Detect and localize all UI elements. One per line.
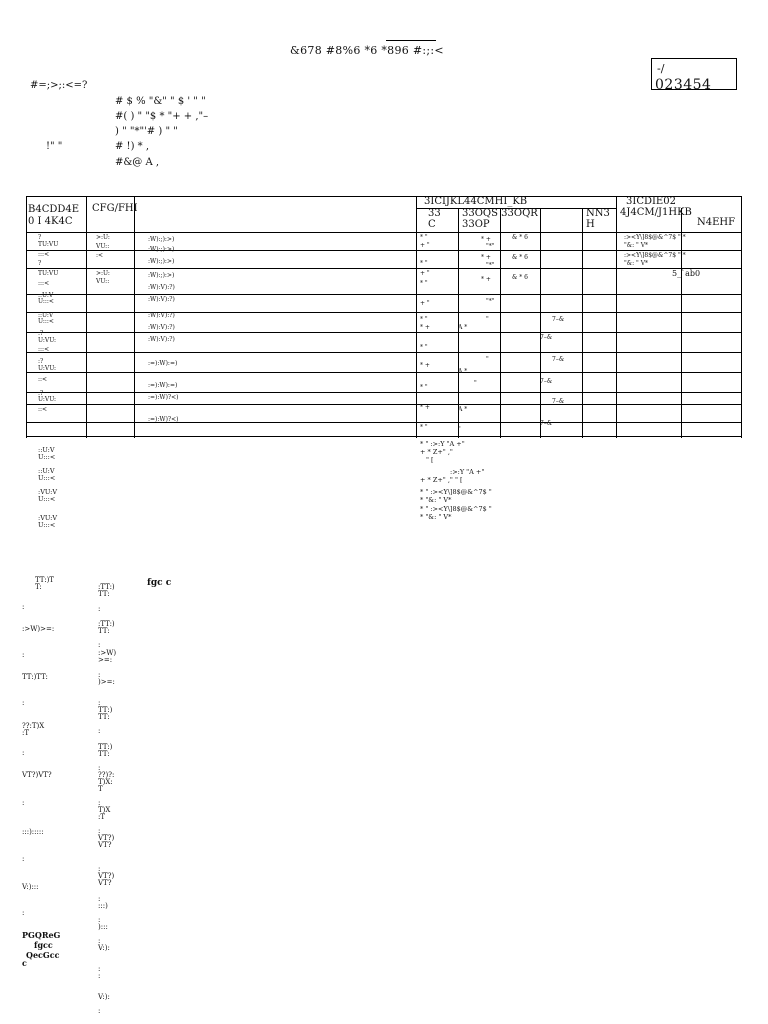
cell-l6-a: :? <box>38 390 44 397</box>
bl-1: : <box>22 603 25 611</box>
cell-r1-c: >:U: <box>96 234 110 241</box>
cell-r3-f: * + <box>481 254 491 261</box>
cell-r2-e: + " <box>420 242 430 249</box>
cell-r2-h: "&: " V* <box>624 242 649 249</box>
bl-5: : <box>22 699 25 707</box>
bl-6: ??:T)X <box>22 722 45 730</box>
bm-23: :T <box>98 813 106 821</box>
bm-17: : <box>98 764 101 772</box>
cell-r4-c: >:U: <box>96 270 110 277</box>
bottom-heading-a2: T: <box>35 583 42 591</box>
header-line-2: #( ) " "$ * "+ + ,"– <box>115 111 209 122</box>
cell-r3-h: :><Y\]8$@&^7$ " * <box>624 252 686 259</box>
col-header-2: CFG/FHI <box>92 203 138 214</box>
cell-r5-g: & * 6 <box>512 274 528 281</box>
cell-l6-g: 7–& <box>540 420 553 427</box>
cell-l5-f: " <box>474 380 477 387</box>
cell-l3-f: " <box>486 356 489 363</box>
subheader-1c-h: H <box>586 219 595 230</box>
bm-18: ??)?: <box>98 771 115 779</box>
bl-9: VT?)VT? <box>22 771 52 779</box>
subheader-1b: 33OQS 33OQR <box>462 208 538 219</box>
cell-r5-h: 5_`ab0 <box>672 269 701 278</box>
cell-l7-e: * " <box>420 424 428 431</box>
header-line-1: # $ % "&" " $ ' " " <box>115 96 206 107</box>
bl-11: :::)::::: <box>22 828 44 836</box>
below-right-2: + * Z+" ," <box>420 448 453 456</box>
cell-r4-h: "&: " V* <box>624 260 649 267</box>
below-left-2: U:::< <box>38 453 56 461</box>
page-title: &678 #8%6 *6 *896 #:;:< <box>290 44 444 57</box>
below-right-6: * " :><Y\]8$@&^7$ " <box>420 488 492 496</box>
bm-31: :::) <box>98 902 108 910</box>
cell-l4-g: 7–& <box>540 378 553 385</box>
cell-l1-a: ::U:V <box>38 312 54 319</box>
below-left-4: U:::< <box>38 474 56 482</box>
bl-4: TT:)TT: <box>22 673 48 681</box>
cell-l2-b: U:VU: <box>38 337 57 344</box>
cell-l6-b: U:VU: <box>38 396 57 403</box>
cell-r3-g: & * 6 <box>512 254 528 261</box>
cell-l5-g: 7–& <box>552 398 565 405</box>
group-header-2: 3ICDIE02 <box>626 196 676 207</box>
bm-8: >=: <box>98 656 113 664</box>
bm-10: )>=: <box>98 678 115 686</box>
cell-l4-d: :=):W):=) <box>148 360 178 367</box>
cell-r5-e: * " <box>420 280 428 287</box>
cell-r1-d: :W):;):>) <box>148 236 175 243</box>
stamp-number: 023454 <box>655 77 712 93</box>
cell-l3-e: * " <box>420 344 428 351</box>
cell-r1-g: & * 6 <box>512 234 528 241</box>
cell-l3-a: :::< <box>38 346 50 353</box>
cell-l5-d: :=):W):=) <box>148 382 178 389</box>
left-note: !" " <box>46 141 63 152</box>
bm-29: VT? <box>98 879 112 887</box>
bm-5: TT: <box>98 627 110 635</box>
bottom-heading-a: TT:)T <box>35 576 54 584</box>
bl-12: : <box>22 855 25 863</box>
cell-r3-d: :W):;):>) <box>148 258 175 265</box>
bm-21: : <box>98 799 101 807</box>
below-left-7: :VU:V <box>38 514 58 522</box>
bm-19: T)X: <box>98 778 113 786</box>
header-line-3: ) " "*"'# ) " " <box>115 126 178 137</box>
bm-13: TT: <box>98 713 110 721</box>
bm-30: : <box>98 895 101 903</box>
footer-1: PGQReG <box>22 930 61 940</box>
below-right-3: " [ <box>426 456 434 464</box>
cell-l5-a: ::< <box>38 376 48 383</box>
bm-36: : <box>98 965 101 973</box>
below-left-8: U:::< <box>38 521 56 529</box>
cell-r2-c: VU:: <box>96 243 110 250</box>
bm-33: )::: <box>98 923 108 931</box>
cell-r6-f: "*" <box>486 298 495 305</box>
cell-r2-a: :::< <box>38 251 50 258</box>
cell-l6-d: :=):W)?<) <box>148 394 179 401</box>
cell-l7-a: ::< <box>38 406 48 413</box>
cell-l6-e: * + <box>420 404 430 411</box>
cell-l3-g: 7–& <box>552 356 565 363</box>
bm-34: : <box>98 937 101 945</box>
below-right-9: * "&: " V* <box>420 513 452 521</box>
bl-2: :>W)>=: <box>22 625 55 633</box>
bm-1: :TT:) <box>98 583 115 591</box>
bm-37: : <box>98 972 101 980</box>
cell-l6-f: A * <box>458 406 468 413</box>
subheader-1a: 33 <box>428 208 441 219</box>
bm-7: :>W) <box>98 649 117 657</box>
cell-r4-e: + " <box>420 270 430 277</box>
bl-13: V:)::: <box>22 883 39 891</box>
subheader-1a-c: C <box>428 219 436 230</box>
cell-l4-b: U:VU: <box>38 365 57 372</box>
cell-r1-b: TU:VU <box>38 241 59 248</box>
bm-24: : <box>98 827 101 835</box>
cell-r1-a: ? <box>38 234 42 241</box>
cell-r3-c: :< <box>96 252 104 259</box>
stamp-top: -/ <box>657 62 665 75</box>
subheader-1c: NN3 <box>586 208 610 219</box>
cell-r1-h: :><Y\]8$@&^7$ " * <box>624 234 686 241</box>
cell-r5-d: :W):V):?) <box>148 284 175 291</box>
below-right-7: * "&: " V* <box>420 496 452 504</box>
bm-28: VT?) <box>98 872 115 880</box>
bm-14: : <box>98 727 101 735</box>
below-left-1: ::U:V <box>38 446 55 454</box>
bm-35: V:): <box>98 944 110 952</box>
bl-10: : <box>22 799 25 807</box>
below-left-6: U:::< <box>38 495 56 503</box>
col-header-1: B4CDD4E <box>28 204 80 215</box>
left-heading: #=;>;:<=? <box>30 80 88 91</box>
footer-3: QecGcc <box>26 950 60 960</box>
cell-r4-d: :W):;):>) <box>148 272 175 279</box>
bm-9: : <box>98 671 101 679</box>
cell-r2-d: :W):;):>) <box>148 246 175 253</box>
data-table <box>26 196 742 438</box>
group-header-1: 3ICIJKL44CMHI_KB <box>424 196 528 207</box>
subheader-2b: N4EHF <box>697 217 736 228</box>
cell-l3-d: :W):V):?) <box>148 336 175 343</box>
bm-15: TT:) <box>98 743 113 751</box>
bl-7: :T <box>22 729 30 737</box>
footer-4: c <box>22 958 27 968</box>
bm-2: TT: <box>98 590 110 598</box>
cell-r3-e: * " <box>420 260 428 267</box>
cell-r5-f: * + <box>481 276 491 283</box>
subheader-1b-c: 33OP <box>462 219 490 230</box>
cell-r1-e: * " <box>420 234 428 241</box>
cell-r4-a: TU:VU <box>38 270 59 277</box>
cell-l1-d: :W):V):?) <box>148 312 175 319</box>
subheader-2a: 4J4CM/J1HKB <box>620 207 692 218</box>
header-line-5: #&@ A , <box>115 157 160 168</box>
bm-3: : <box>98 605 101 613</box>
bm-12: TT:) <box>98 706 113 714</box>
cell-r2-f: "*" <box>486 243 495 250</box>
bm-6: : <box>98 641 101 649</box>
below-left-5: :VU:V <box>38 488 58 496</box>
bl-8: : <box>22 749 25 757</box>
cell-r1-f: * + <box>481 236 491 243</box>
cell-r6-e: + " <box>420 300 430 307</box>
cell-l1-b: U:::< <box>38 318 54 325</box>
bm-16: TT: <box>98 750 110 758</box>
cell-l4-a: :? <box>38 358 44 365</box>
below-right-4: :>:Y "A +" <box>450 468 485 476</box>
cell-r6-d: :W):V):?) <box>148 296 175 303</box>
bm-38: V:): <box>98 993 110 1001</box>
cell-r4-f: "*" <box>486 262 495 269</box>
bm-11: : <box>98 699 101 707</box>
title-overline <box>386 40 436 41</box>
header-line-4: # !) * , <box>115 141 150 152</box>
cell-r6-b: U:::< <box>38 298 54 305</box>
cell-l1-g: 7–& <box>552 316 565 323</box>
bm-32: : <box>98 916 101 924</box>
bm-22: T)X <box>98 806 111 814</box>
bm-25: VT?) <box>98 834 115 842</box>
bm-4: :TT:) <box>98 620 115 628</box>
bm-39: : <box>98 1007 101 1015</box>
cell-l7-d: :=):W)?<) <box>148 416 179 423</box>
bm-27: : <box>98 865 101 873</box>
cell-l2-d: :W):V):?) <box>148 324 175 331</box>
below-right-5: + * Z+" ," " [ <box>420 476 463 484</box>
cell-r6-a: ::U:V <box>38 292 54 299</box>
bm-26: VT? <box>98 841 112 849</box>
bl-3: : <box>22 651 25 659</box>
cell-l1-e: * " <box>420 316 428 323</box>
cell-l2-a: :? <box>38 330 44 337</box>
cell-l2-e: * + <box>420 324 430 331</box>
bottom-heading-b: fgc c <box>147 578 172 588</box>
cell-l4-f: A * <box>458 368 468 375</box>
cell-l4-e: * + <box>420 362 430 369</box>
cell-l1-f: " <box>486 316 489 323</box>
cell-l5-e: * " <box>420 384 428 391</box>
cell-r3-a: ? <box>38 260 42 267</box>
cell-l2-f: A * <box>458 324 468 331</box>
cell-l2-g: 7–& <box>540 334 553 341</box>
footer-2: fgcc <box>34 940 53 950</box>
below-right-1: * " :>:Y "A +" <box>420 440 465 448</box>
bm-20: T <box>98 785 103 793</box>
cell-r5-c: VU:: <box>96 278 110 285</box>
col-header-1b: 0 I 4K4C <box>28 216 73 227</box>
below-left-3: ::U:V <box>38 467 55 475</box>
cell-r5-a: :::< <box>38 280 50 287</box>
below-right-8: * " :><Y\]8$@&^7$ " <box>420 505 492 513</box>
bl-14: : <box>22 909 25 917</box>
cell-l7-f: " <box>458 426 461 433</box>
